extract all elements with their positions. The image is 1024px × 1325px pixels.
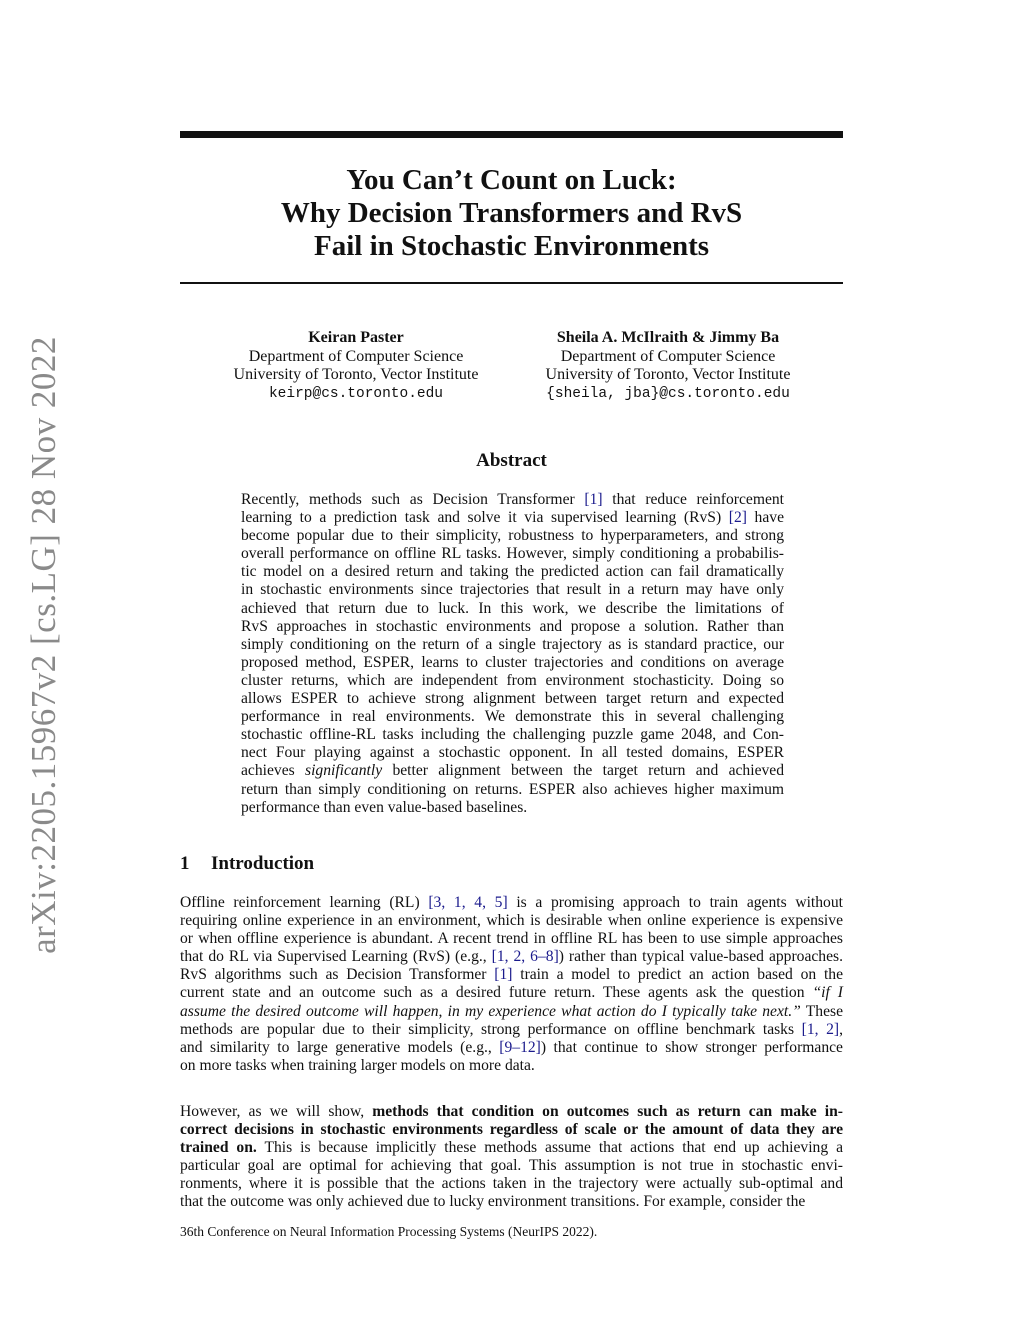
text-run: nect Four playing against a stochastic opponent. In all tested domains, ESPER bbox=[241, 744, 784, 762]
text-run: tic model on a desired return and taking the predicted action can fail dramatically bbox=[241, 563, 784, 581]
text-run: methods that condition on outcomes such as return can make in- bbox=[372, 1103, 843, 1120]
text-run: return than simply conditioning on returns. ESPER also achieves higher maximum bbox=[241, 780, 784, 798]
author-department: Department of Computer Science bbox=[248, 347, 464, 365]
text-line bbox=[241, 672, 784, 690]
text-run: learning to a prediction task and solve it via supervised learning (RvS) bbox=[241, 509, 729, 527]
title-line: You Can’t Count on Luck: bbox=[346, 164, 677, 196]
author-block-mcilraith-ba bbox=[527, 329, 809, 403]
text-run: cluster returns, which are independent from environment stochasticity. Doing so bbox=[241, 671, 784, 689]
text-run: and similarity to large generative models (e.g., bbox=[180, 1038, 500, 1056]
text-run: ronments, where it is possible that the actions taken in the trajectory were actually sub-optimal and bbox=[180, 1175, 843, 1193]
text-run: particular goal are optimal for achieving that goal. This assumption is not true in stochastic envi- bbox=[180, 1157, 843, 1175]
text-run: simply conditioning on the return of a single trajectory as is standard practice, our bbox=[241, 635, 784, 653]
text-line bbox=[241, 491, 784, 509]
citation-link[interactable]: [1] bbox=[584, 491, 603, 508]
text-run: ) that continue to show stronger performance bbox=[540, 1038, 843, 1056]
text-run: “if I bbox=[812, 984, 843, 1002]
author-block-paster bbox=[215, 329, 497, 403]
text-run: proposed method, ESPER, learns to cluster trajectories and conditions on average bbox=[241, 653, 784, 671]
author-email[interactable]: keirp@cs.toronto.edu bbox=[268, 385, 444, 402]
text-run: have bbox=[746, 509, 784, 527]
text-line bbox=[241, 708, 784, 726]
text-run: become popular due to their simplicity, robustness to hyperparameters, and strong bbox=[241, 527, 784, 545]
paper-title bbox=[180, 164, 843, 263]
text-run: stochastic offline-RL tasks including the challenging puzzle game 2048, and Con- bbox=[241, 726, 784, 744]
text-line bbox=[241, 600, 784, 618]
text-run: is a promising approach to train agents without bbox=[507, 894, 843, 911]
section-title: Introduction bbox=[211, 853, 315, 874]
text-line bbox=[180, 948, 843, 966]
text-line bbox=[241, 781, 784, 799]
text-line bbox=[180, 912, 843, 930]
author-department: Department of Computer Science bbox=[560, 347, 776, 365]
author-institution: University of Toronto, Vector Institute bbox=[545, 366, 791, 383]
text-line bbox=[241, 545, 784, 563]
introduction-paragraph-1 bbox=[180, 894, 843, 1075]
text-run: RvS approaches in stochastic environments and propose a solution. Rather than bbox=[241, 617, 784, 635]
text-line bbox=[241, 509, 784, 527]
title-line: Why Decision Transformers and RvS bbox=[280, 197, 743, 229]
text-run: However, as we will show, bbox=[180, 1103, 373, 1120]
text-run: that reduce reinforcement bbox=[602, 491, 784, 508]
text-line bbox=[241, 799, 784, 817]
abstract-body bbox=[241, 491, 784, 817]
text-line bbox=[241, 636, 784, 654]
section-heading-introduction bbox=[180, 853, 314, 875]
text-run: RvS algorithms such as Decision Transformer bbox=[180, 966, 495, 984]
text-run: current state and an outcome such as a desired future return. These agents ask the question bbox=[180, 984, 813, 1002]
author-name: Sheila A. McIlraith & Jimmy Ba bbox=[556, 329, 780, 346]
text-run: significantly bbox=[305, 762, 383, 780]
conference-footnote: 36th Conference on Neural Information Processing Systems (NeurIPS 2022). bbox=[180, 1224, 598, 1239]
text-run: This is because implicitly these methods assume that actions that end up achieving a bbox=[256, 1139, 843, 1157]
title-bottom-rule bbox=[180, 282, 843, 284]
text-line bbox=[241, 654, 784, 672]
citation-link[interactable]: [1, 2, 6–8] bbox=[491, 948, 559, 966]
citation-link[interactable]: [3, 1, 4, 5] bbox=[428, 894, 508, 911]
text-line bbox=[241, 690, 784, 708]
text-line bbox=[180, 1003, 843, 1021]
text-line bbox=[180, 1021, 843, 1039]
text-run: assume the desired outcome will happen, in my experience what action do I typically take next.” bbox=[180, 1002, 801, 1020]
text-line bbox=[180, 1175, 843, 1193]
text-line bbox=[241, 581, 784, 599]
title-top-rule bbox=[180, 131, 843, 138]
text-run: that the outcome was only achieved due to lucky environment transitions. For example, consider the bbox=[180, 1193, 806, 1211]
citation-link[interactable]: [1, 2] bbox=[801, 1020, 840, 1038]
author-email[interactable]: {sheila, jba}@cs.toronto.edu bbox=[546, 385, 790, 402]
text-run: performance than even value-based baselines. bbox=[241, 798, 528, 816]
citation-link[interactable]: [1] bbox=[494, 966, 513, 984]
abstract-heading: Abstract bbox=[476, 450, 547, 471]
text-line bbox=[180, 1039, 843, 1057]
text-run: allows ESPER to achieve strong alignment between target return and expected bbox=[241, 690, 784, 708]
text-run: , bbox=[839, 1020, 844, 1038]
citation-link[interactable]: [9–12] bbox=[499, 1038, 541, 1056]
text-run: better alignment between the target return and achieved bbox=[382, 762, 784, 780]
title-line: Fail in Stochastic Environments bbox=[313, 230, 710, 262]
text-run: on more tasks when training larger models on more data. bbox=[180, 1056, 535, 1074]
text-line bbox=[180, 984, 843, 1002]
text-line bbox=[241, 563, 784, 581]
arxiv-identifier: arXiv:2205.15967v2 [cs.LG] 28 Nov 2022 bbox=[24, 336, 63, 954]
text-run: achieves bbox=[241, 762, 306, 780]
text-line bbox=[241, 744, 784, 762]
text-run: achieved that return due to luck. In this work, we describe the limitations of bbox=[241, 599, 784, 617]
text-line bbox=[180, 1121, 843, 1139]
text-line bbox=[180, 894, 843, 912]
text-run: requiring online experience in an environment, which is desirable when online experience is expensive bbox=[180, 912, 843, 930]
text-line bbox=[180, 1103, 843, 1121]
text-run: Offline reinforcement learning (RL) bbox=[180, 894, 429, 911]
author-name: Keiran Paster bbox=[308, 329, 404, 346]
text-line bbox=[180, 966, 843, 984]
section-number: 1 bbox=[180, 853, 190, 874]
text-run: ) rather than typical value-based approaches. bbox=[558, 948, 843, 966]
text-run: These bbox=[800, 1002, 843, 1020]
author-institution: University of Toronto, Vector Institute bbox=[233, 366, 479, 383]
citation-link[interactable]: [2] bbox=[728, 509, 747, 527]
text-run: trained on. bbox=[180, 1139, 257, 1157]
text-line bbox=[241, 618, 784, 636]
text-line bbox=[241, 762, 784, 780]
text-line bbox=[241, 527, 784, 545]
text-line bbox=[180, 1157, 843, 1175]
text-line bbox=[241, 726, 784, 744]
introduction-paragraph-2 bbox=[180, 1103, 843, 1212]
text-run: correct decisions in stochastic environments regardless of scale or the amount of data they are bbox=[180, 1121, 843, 1139]
text-run: Recently, methods such as Decision Transformer bbox=[241, 491, 585, 508]
text-run: overall performance on offline RL tasks. However, simply conditioning a probabilis- bbox=[241, 545, 784, 563]
text-run: that do RL via Supervised Learning (RvS) (e.g., bbox=[180, 948, 492, 966]
text-line bbox=[180, 1057, 843, 1075]
text-run: performance in real environments. We demonstrate this in several challenging bbox=[241, 708, 784, 726]
text-run: or when offline experience is abundant. A recent trend in offline RL has been to use simple approaches bbox=[180, 930, 843, 948]
text-line bbox=[180, 930, 843, 948]
text-run: train a model to predict an action based on the bbox=[512, 966, 843, 984]
text-run: methods are popular due to their simplicity, strong performance on offline benchmark tasks bbox=[180, 1020, 802, 1038]
text-run: in stochastic environments since trajectories that result in a return may have only bbox=[241, 581, 784, 599]
text-line bbox=[180, 1139, 843, 1157]
text-line bbox=[180, 1193, 843, 1211]
